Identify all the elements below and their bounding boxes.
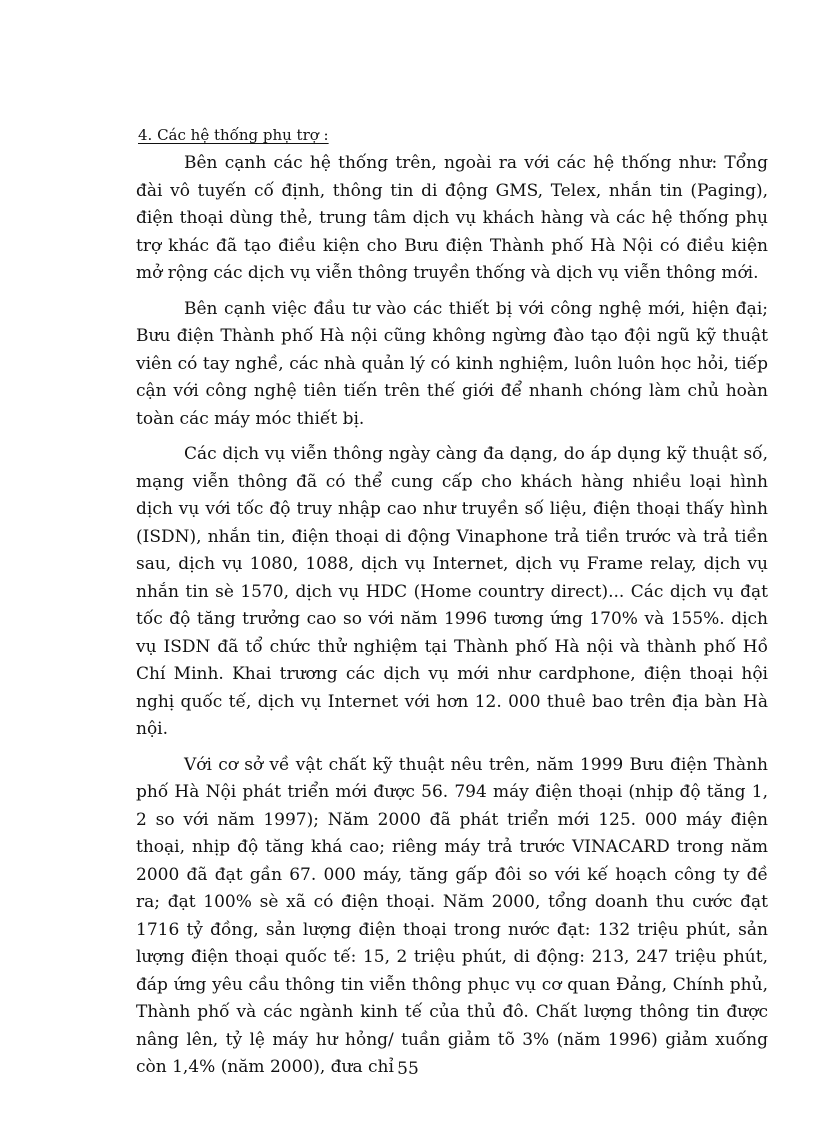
paragraph-other-systems: Bên cạnh các hệ thống trên, ngoài ra với các hệ thống như: Tổng đài vô tuyến cố định, thông tin di động GMS, Telex, nhắn tin (Paging), điện thoại dùng thẻ, trung tâm dịch vụ khách hàng và các hệ thống phụ trợ khác đã tạo điều kiện cho Bưu điện Thành phố Hà Nội có điều kiện mở rộng các dịch vụ viễn thông truyền thống và dịch vụ viễn thông mới. xyxy=(136,153,768,283)
page-number: 55 xyxy=(397,1059,419,1079)
paragraph-telecom-services: Các dịch vụ viễn thông ngày càng đa dạng, do áp dụng kỹ thuật số, mạng viễn thông đã có thể cung cấp cho khách hàng nhiều loại hình dịch vụ với tốc độ truy nhập cao như truyền số liệu, điện thoại thấy hình (ISDN), nhắn tin, điện thoại di động Vinaphone trả tiền trước và trả tiền sau, dịch vụ 1080, 1088, dịch vụ Internet, dịch vụ Frame relay, dịch vụ nhắn tin sè 1570, dịch vụ HDC (Home country direct)... Các dịch vụ đạt tốc độ tăng trưởng cao so với năm 1996 tương ứng 170% và 155%. dịch vụ ISDN đã tổ chức thử nghiệm tại Thành phố Hà nội và thành phố Hồ Chí Minh. Khai trương các dịch vụ mới như cardphone, điện thoại hội nghị quốc tế, dịch vụ Internet với hơn 12. 000 thuê bao trên địa bàn Hà nội. xyxy=(136,444,768,739)
body-text xyxy=(136,150,768,1082)
paragraph-investment-training: Bên cạnh việc đầu tư vào các thiết bị với công nghệ mới, hiện đại; Bưu điện Thành phố Hà nội cũng không ngừng đào tạo đội ngũ kỹ thuật viên có tay nghề, các nhà quản lý có kinh nghiệm, luôn luôn học hỏi, tiếp cận với công nghệ tiên tiến trên thế giới để nhanh chóng làm chủ hoàn toàn các máy móc thiết bị. xyxy=(136,298,768,429)
paragraph-development-results: Với cơ sở về vật chất kỹ thuật nêu trên, năm 1999 Bưu điện Thành phố Hà Nội phát triển mới được 56. 794 máy điện thoại (nhịp độ tăng 1, 2 so với năm 1997); Năm 2000 đã phát triển mới 125. 000 máy điện thoại, nhịp độ tăng khá cao; riêng máy trả trước VINACARD trong năm 2000 đã đạt gần 67. 000 máy, tăng gấp đôi so với kế hoạch công ty đề ra; đạt 100% sè xã có điện thoại. Năm 2000, tổng doanh thu cước đạt 1716 tỷ đồng, sản lượng điện thoại trong nước đạt: 132 triệu phút, sản lượng điện thoại quốc tế: 15, 2 triệu phút, di động: 213, 247 triệu phút, đáp ứng yêu cầu thông tin viễn thông phục vụ cơ quan Đảng, Chính phủ, Thành phố và các ngành kinh tế của thủ đô. Chất lượng thông tin được nâng lên, tỷ lệ máy hư hỏng/ tuần giảm tõ 3% (năm 1996) giảm xuống còn 1,4% (năm 2000), đưa chỉ xyxy=(136,754,768,1077)
section-heading: 4. Các hệ thống phụ trợ : xyxy=(138,126,329,144)
